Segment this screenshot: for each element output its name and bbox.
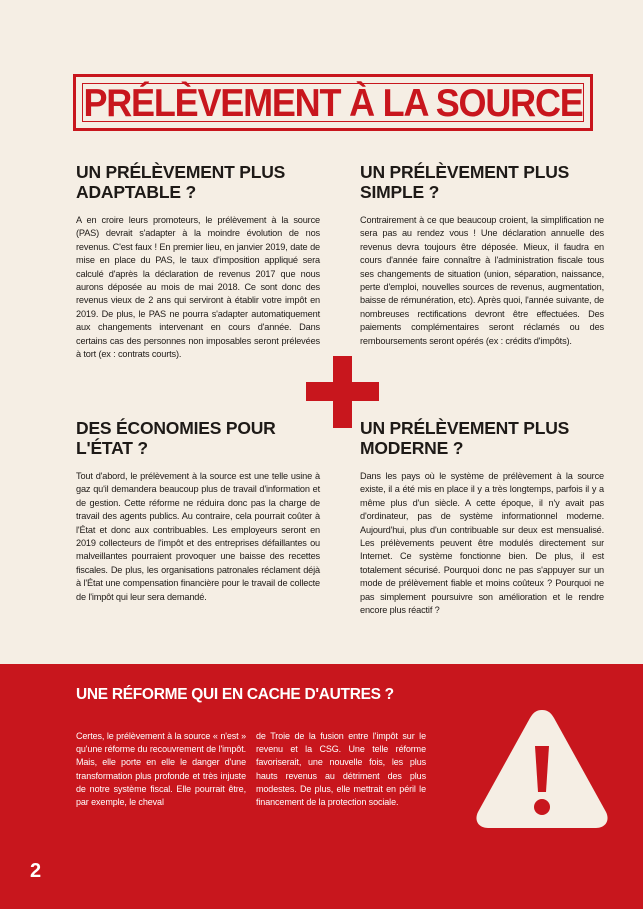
section-heading: UN PRÉLÈVEMENT PLUS SIMPLE ? (360, 162, 570, 202)
section-heading: DES ÉCONOMIES POUR L'ÉTAT ? (76, 418, 276, 458)
title-box (73, 74, 593, 131)
warning-icon (472, 704, 612, 834)
section-text: Dans les pays où le système de prélèvement à la source existe, il a été mis en place il y a très longtemps, parfois il y a même plus d'un siècle. A cette époque, il n'y avait pas d'ordinateur, pas de système informationnel moderne. Aujourd'hui, plus d'un contribuable sur deux est mensualisé. Les prélèvements peuvent être modulés directement sur Internet. Ce système fonctionne bien. De plus, il est totalement sécurisé. Pourquoi donc ne pas s'appuyer sur un mode de prélèvement fiable et moins coûteux ? Pourquoi ne pas simplement poursuivre son amélioration et le rendre encore plus réactif ? (360, 471, 604, 616)
section-text: Tout d'abord, le prélèvement à la source est une telle usine à gaz qu'il demandera beaucoup plus de travail d'information et de gestion. Cette réforme ne réduira donc pas la charge de travail des agents publics. Au contraire, cela pourrait coûter à l'État et donc aux contribuables. Les employeurs seront en 2019 collecteurs de l'impôt et des entreprises défaillantes ou malveillantes pourraient provoquer une baisse des recettes fiscales. De plus, les organisations patronales réclament déjà à l'État une compensation financière pour le travail de collecte de l'impôt qui leur sera demandé. (76, 471, 320, 602)
section-heading: UN PRÉLÈVEMENT PLUS MODERNE ? (360, 418, 570, 458)
section-heading: UN PRÉLÈVEMENT PLUS ADAPTABLE ? (76, 162, 286, 202)
section-simple (360, 162, 604, 348)
banner-heading: UNE RÉFORME QUI EN CACHE D'AUTRES ? (76, 686, 394, 703)
page-title: PRÉLÈVEMENT À LA SOURCE (83, 79, 583, 125)
plus-icon-horizontal-bar (306, 382, 379, 401)
section-text: A en croire leurs promoteurs, le prélèvement à la source (PAS) devrait s'adapter à la moindre évolution de nos revenus. C'est faux ! En premier lieu, en janvier 2019, date de mise en place du PAS, le taux d'imposition appliqué sera calculé d'après la déclaration de revenus 2017 que nous aurons déposée au mois de mai 2018. Ce sont donc des revenus vieux de 2 ans qui serviront à établir votre impôt en 2019. De plus, le PAS ne pourra s'adapter automatiquement aux changements intervenant en cours d'année. Dans certains cas des personnes non imposables seront prélevées à tort (ex : contrats courts). (76, 215, 320, 360)
banner-column-2: de Troie de la fusion entre l'impôt sur le revenu et la CSG. Une telle réforme favoriserait, une nouvelle fois, les plus hauts revenus au détriment des plus modestes. De plus, elle mettrait en péril le financement de la protection sociale. (256, 731, 426, 808)
banner-column-1: Certes, le prélèvement à la source « n'est » qu'une réforme du recouvrement de l'impôt. Mais, elle porte en elle le danger d'une transformation plus profonde et très injuste de notre système fiscal. Elle pourrait être, par exemple, le cheval (76, 731, 246, 808)
section-text: Contrairement à ce que beaucoup croient, la simplification ne sera pas au rendez vous ! Une déclaration annuelle des revenus devra toujours être déposée. Mieux, il faudra en cours d'année faire connaître à l'administration fiscale tous ses changements de situation (union, séparation, naissance, perte d'emploi, nouvelles sources de revenus, augmentation, baisse de rémunération, etc). Après quoi, l'année suivante, de nombreuses rectifications devront être effectuées. Des paiements complémentaires seront réclamés ou des remboursements seront opérés (ex : crédits d'impôts). (360, 215, 604, 346)
section-economies (76, 418, 320, 604)
page-number: 2 (30, 860, 42, 882)
section-adaptable (76, 162, 320, 361)
bottom-banner (0, 664, 643, 909)
section-moderne (360, 418, 604, 617)
